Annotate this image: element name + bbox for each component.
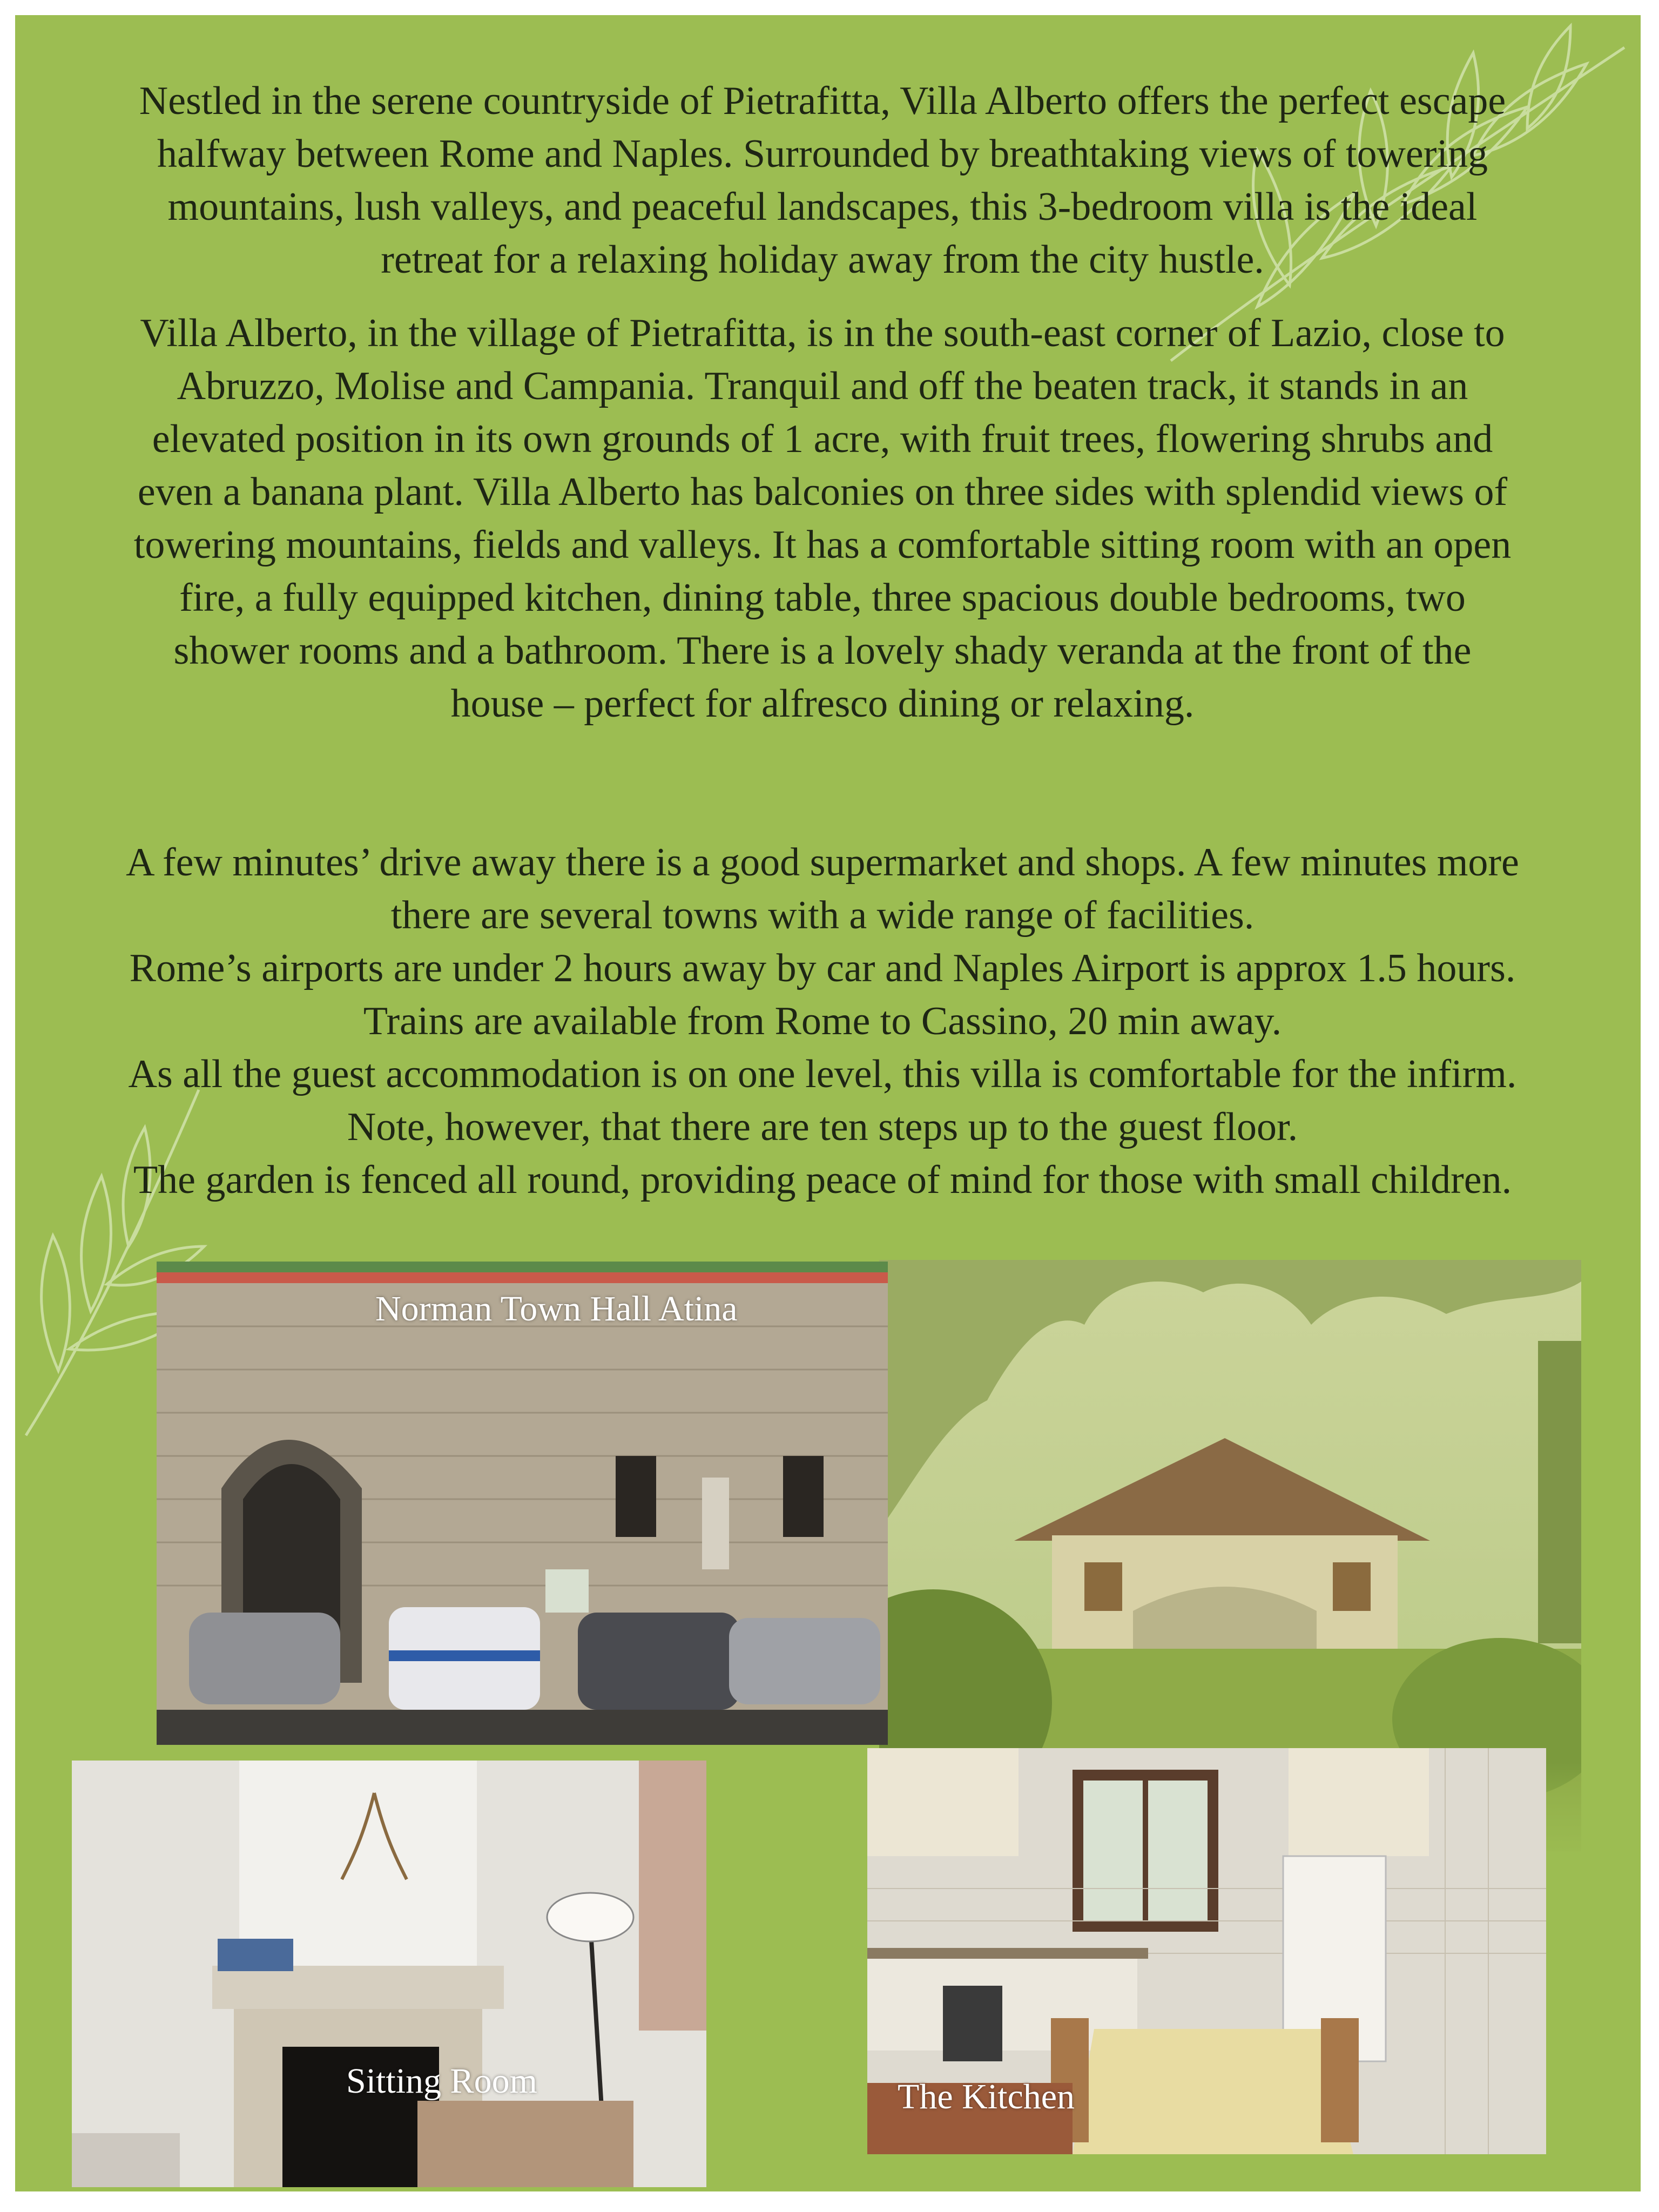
sitting-room-photo bbox=[72, 1761, 706, 2187]
sitting-room-caption: Sitting Room bbox=[346, 2061, 537, 2101]
town-hall-photo bbox=[157, 1262, 888, 1745]
intro-paragraph: Nestled in the serene countryside of Pietrafitta, Villa Alberto offers the perfect escape halfway between Rome and Naples. Surrounded by breathtaking views of towering mountains, lush valleys, and peaceful landscapes, this 3-bedroom villa is the ideal retreat for a relaxing holiday away from the city hustle. bbox=[139, 79, 1506, 282]
location-text: A few minutes’ drive away there is a good supermarket and shops. A few minutes more there are several towns with a wide range of facilities. bbox=[126, 840, 1519, 938]
garden-text: The garden is fenced all round, providing peace of mind for those with small children. bbox=[133, 1158, 1512, 1202]
description-paragraph: Villa Alberto, in the village of Pietrafitta, is in the south-east corner of Lazio, close to Abruzzo, Molise and Campania. Tranquil and off the beaten track, it stands in an elevated position in its own grounds of 1 acre, with fruit trees, flowering shrubs and even a banana plant. Villa Alberto has balconies on three sides with splendid views of towering mountains, fields and valleys. It has a comfortable sitting room with an open fire, a fully equipped kitchen, dining table, three spacious double bedrooms, two shower rooms and a bathroom. There is a lovely shady veranda at the front of the house – perfect for alfresco dining or relaxing. bbox=[133, 311, 1512, 726]
town-hall-caption: Norman Town Hall Atina bbox=[375, 1289, 738, 1328]
kitchen-caption: The Kitchen bbox=[898, 2077, 1075, 2116]
access-text: As all the guest accommodation is on one level, this villa is comfortable for the infirm. Note, however, that there are ten steps up to the guest floor. bbox=[128, 1052, 1517, 1149]
kitchen-photo bbox=[867, 1748, 1546, 2154]
details-block bbox=[123, 836, 1522, 1206]
transport-text: Rome’s airports are under 2 hours away by car and Naples Airport is approx 1.5 hours. Trains are available from Rome to Cassino, 20 min away. bbox=[129, 946, 1516, 1043]
brochure-page bbox=[15, 15, 1641, 2191]
